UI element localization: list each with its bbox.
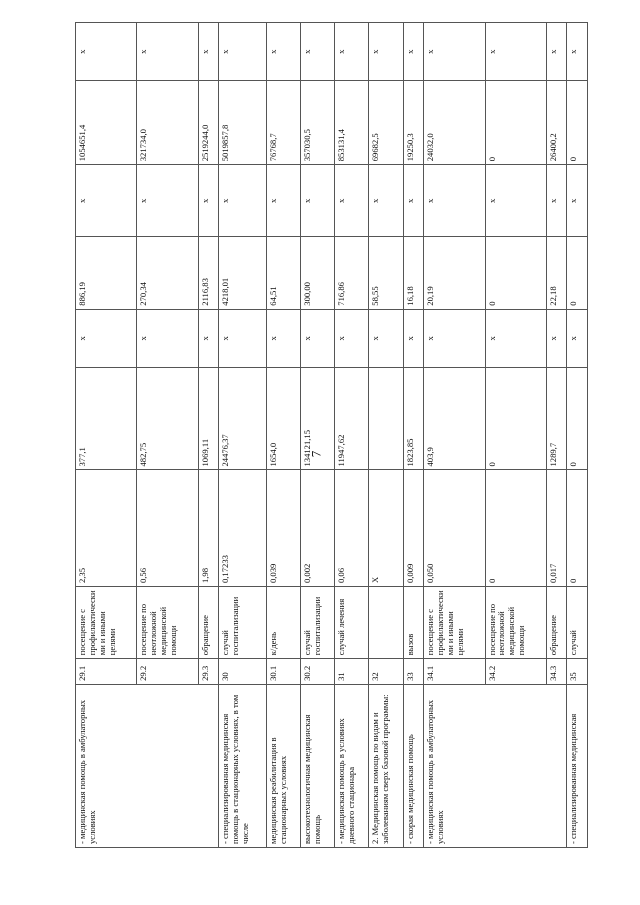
row-number-cell: 31 xyxy=(335,659,369,685)
placeholder-cell: х xyxy=(301,309,335,367)
table-row xyxy=(567,23,588,848)
row-number-cell: 32 xyxy=(369,659,403,685)
table-row xyxy=(424,23,485,848)
placeholder-cell: х xyxy=(198,165,219,237)
row-number-cell: 30.1 xyxy=(267,659,301,685)
placeholder-cell: х xyxy=(219,165,267,237)
placeholder-cell: х xyxy=(546,309,567,367)
cost-cell: 134121,15 xyxy=(301,367,335,470)
cost-cell xyxy=(369,367,403,470)
placeholder-cell: х xyxy=(137,309,198,367)
volume-cell: 0,009 xyxy=(403,470,424,587)
cost-cell: 0 xyxy=(485,367,546,470)
placeholder-cell: х xyxy=(369,23,403,81)
total-cell: 24032,0 xyxy=(424,81,485,165)
placeholder-cell: х xyxy=(76,23,137,81)
per-capita-cell: 0 xyxy=(567,237,588,309)
placeholder-cell: х xyxy=(485,165,546,237)
total-cell: 5019857,8 xyxy=(219,81,267,165)
unit-cell: случай госпитализации xyxy=(219,587,267,659)
volume-cell: 0 xyxy=(567,470,588,587)
unit-cell: к/день xyxy=(267,587,301,659)
unit-cell: вызов xyxy=(403,587,424,659)
cost-cell: 377,1 xyxy=(76,367,137,470)
volume-cell: Х xyxy=(369,470,403,587)
placeholder-cell: х xyxy=(219,23,267,81)
volume-cell: 0,050 xyxy=(424,470,485,587)
volume-cell: 0 xyxy=(485,470,546,587)
table-row xyxy=(335,23,369,848)
placeholder-cell: х xyxy=(403,165,424,237)
cost-cell: 11947,62 xyxy=(335,367,369,470)
placeholder-cell: х xyxy=(335,309,369,367)
cost-cell: 403,9 xyxy=(424,367,485,470)
row-number-cell: 34.2 xyxy=(485,659,546,685)
unit-cell: посещение с профилактическими и иными целями xyxy=(424,587,485,659)
per-capita-cell: 716,86 xyxy=(335,237,369,309)
unit-cell xyxy=(369,587,403,659)
per-capita-cell: 64,51 xyxy=(267,237,301,309)
volume-cell: 0,17233 xyxy=(219,470,267,587)
rotated-table-container xyxy=(75,22,588,848)
volume-cell: 0,002 xyxy=(301,470,335,587)
per-capita-cell: 300,00 xyxy=(301,237,335,309)
table-row xyxy=(301,23,335,848)
unit-cell: посещение по неотложной медицинской помощи xyxy=(137,587,198,659)
row-number-cell: 29.2 xyxy=(137,659,198,685)
placeholder-cell: х xyxy=(485,309,546,367)
volume-cell: 0,56 xyxy=(137,470,198,587)
table-row xyxy=(219,23,267,848)
placeholder-cell: х xyxy=(76,309,137,367)
row-number-cell: 35 xyxy=(567,659,588,685)
row-number-cell: 30.2 xyxy=(301,659,335,685)
cost-cell: 482,75 xyxy=(137,367,198,470)
table-row xyxy=(403,23,424,848)
total-cell: 853131,4 xyxy=(335,81,369,165)
cost-cell: 1823,85 xyxy=(403,367,424,470)
placeholder-cell: х xyxy=(219,309,267,367)
placeholder-cell: х xyxy=(267,165,301,237)
unit-cell: случай лечения xyxy=(335,587,369,659)
per-capita-cell: 58,55 xyxy=(369,237,403,309)
placeholder-cell: х xyxy=(137,165,198,237)
cost-cell: 0 xyxy=(567,367,588,470)
total-cell: 76768,7 xyxy=(267,81,301,165)
placeholder-cell: х xyxy=(369,165,403,237)
placeholder-cell: х xyxy=(424,165,485,237)
placeholder-cell: х xyxy=(546,23,567,81)
category-name-cell: - специализированная медицинская помощь в стационарных условиях, в том числе xyxy=(219,684,267,847)
category-name-cell: - медицинская помощь в амбулаторных условиях xyxy=(76,684,219,847)
row-number-cell: 30 xyxy=(219,659,267,685)
financing-table xyxy=(75,22,588,848)
row-number-cell: 29.1 xyxy=(76,659,137,685)
placeholder-cell: х xyxy=(403,309,424,367)
placeholder-cell: х xyxy=(301,165,335,237)
placeholder-cell: х xyxy=(567,23,588,81)
per-capita-cell: 2116,83 xyxy=(198,237,219,309)
volume-cell: 2,35 xyxy=(76,470,137,587)
total-cell: 26400,2 xyxy=(546,81,567,165)
category-name-cell: - медицинская помощь в амбулаторных условиях xyxy=(424,684,567,847)
total-cell: 321734,0 xyxy=(137,81,198,165)
placeholder-cell: х xyxy=(567,309,588,367)
rotated-table-wrapper xyxy=(75,22,588,848)
placeholder-cell: х xyxy=(369,309,403,367)
table-row xyxy=(76,23,137,848)
cost-cell: 24476,37 xyxy=(219,367,267,470)
unit-cell: посещение с профилактическими и иными целями xyxy=(76,587,137,659)
total-cell: 2519244,0 xyxy=(198,81,219,165)
cost-cell: 1289,7 xyxy=(546,367,567,470)
total-cell: 19250,3 xyxy=(403,81,424,165)
per-capita-cell: 20,19 xyxy=(424,237,485,309)
per-capita-cell: 270,34 xyxy=(137,237,198,309)
row-number-cell: 33 xyxy=(403,659,424,685)
total-cell: 0 xyxy=(485,81,546,165)
placeholder-cell: х xyxy=(485,23,546,81)
placeholder-cell: х xyxy=(567,165,588,237)
placeholder-cell: х xyxy=(335,23,369,81)
category-name-cell: - медицинская помощь в условиях дневного стационара xyxy=(335,684,369,847)
per-capita-cell: 22,18 xyxy=(546,237,567,309)
placeholder-cell: х xyxy=(198,23,219,81)
category-name-cell: медицинская реабилитация в стационарных условиях xyxy=(267,684,301,847)
volume-cell: 0,017 xyxy=(546,470,567,587)
placeholder-cell: х xyxy=(198,309,219,367)
row-number-cell: 29.3 xyxy=(198,659,219,685)
placeholder-cell: х xyxy=(267,23,301,81)
total-cell: 0 xyxy=(567,81,588,165)
unit-cell: обращение xyxy=(546,587,567,659)
placeholder-cell: х xyxy=(424,309,485,367)
table-row xyxy=(369,23,403,848)
cost-cell: 1069,11 xyxy=(198,367,219,470)
page-number: 7 xyxy=(308,450,324,458)
placeholder-cell: х xyxy=(403,23,424,81)
category-name-cell: - скорая медицинская помощь xyxy=(403,684,424,847)
table-row xyxy=(267,23,301,848)
unit-cell: посещение по неотложной медицинской помощи xyxy=(485,587,546,659)
per-capita-cell: 886,19 xyxy=(76,237,137,309)
category-name-cell: высокотехнологичная медицинская помощь xyxy=(301,684,335,847)
per-capita-cell: 16,18 xyxy=(403,237,424,309)
cost-cell: 1654,0 xyxy=(267,367,301,470)
placeholder-cell: х xyxy=(546,165,567,237)
volume-cell: 1,98 xyxy=(198,470,219,587)
placeholder-cell: х xyxy=(424,23,485,81)
placeholder-cell: х xyxy=(76,165,137,237)
volume-cell: 0,06 xyxy=(335,470,369,587)
unit-cell: обращение xyxy=(198,587,219,659)
unit-cell: случай xyxy=(567,587,588,659)
total-cell: 357030,5 xyxy=(301,81,335,165)
placeholder-cell: х xyxy=(335,165,369,237)
placeholder-cell: х xyxy=(267,309,301,367)
per-capita-cell: 0 xyxy=(485,237,546,309)
volume-cell: 0,039 xyxy=(267,470,301,587)
category-name-cell: 2. Медицинская помощь по видам и заболеваниям сверх базовой программы: xyxy=(369,684,403,847)
total-cell: 69682,5 xyxy=(369,81,403,165)
table-body xyxy=(76,23,588,848)
category-name-cell: - специализированная медицинская xyxy=(567,684,588,847)
total-cell: 1054651,4 xyxy=(76,81,137,165)
unit-cell: случай госпитализации xyxy=(301,587,335,659)
row-number-cell: 34.1 xyxy=(424,659,485,685)
per-capita-cell: 4218,01 xyxy=(219,237,267,309)
row-number-cell: 34.3 xyxy=(546,659,567,685)
placeholder-cell: х xyxy=(137,23,198,81)
placeholder-cell: х xyxy=(301,23,335,81)
